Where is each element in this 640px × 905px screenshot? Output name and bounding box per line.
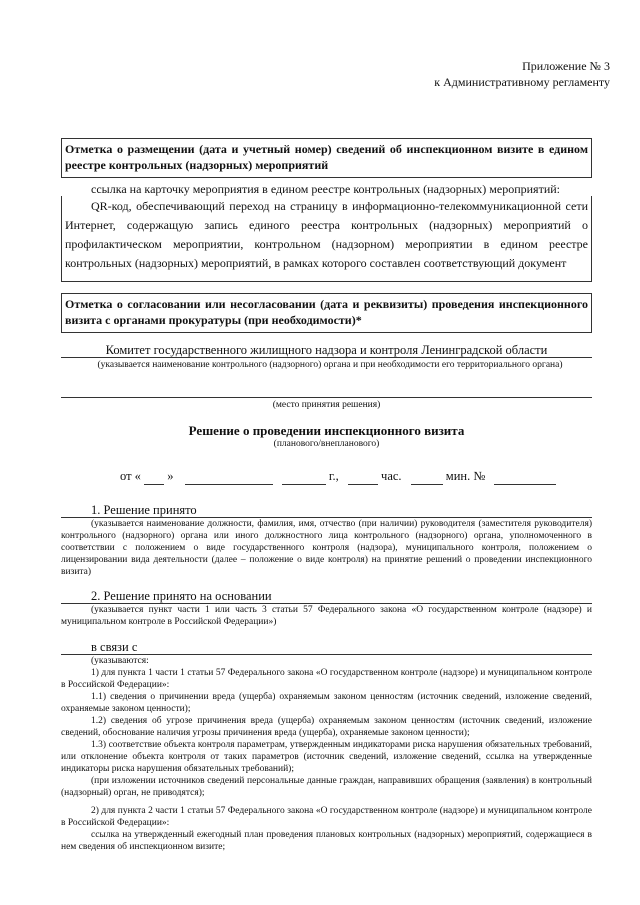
prosecutor-approval-title: Отметка о согласовании или несогласовании (дата и реквизиты) проведения инспекционного визита с органами прокуратуры (при необходимости)* [65,297,588,327]
authority-hint: (указывается наименование контрольного (надзорного) органа и при необходимости его территориального органа) [97,360,563,370]
year-field[interactable] [282,468,326,485]
decision-subtitle: (планового/внепланового) [273,439,380,449]
month-field[interactable] [185,468,273,485]
day-field[interactable] [144,468,164,485]
number-field[interactable] [494,468,556,485]
basis-line-7: ссылка на утвержденный ежегодный план проведения плановых контрольных (надзорных) мероприятий, содержащиеся в нем сведения об инспекционном визите; [61,830,592,852]
section1-heading: 1. Решение принято [91,503,197,517]
basis-line-0: (указываются: [91,656,149,666]
year-label: г., [328,469,339,483]
qr-code-text: QR-код, обеспечивающий переход на страницу в информационно-телекоммуникационной сети Интернет, содержащую запись единого реестра контрольных (надзорных) мероприятий о профилактическом мероприятии, контрольном (надзорном) мероприятии в едином реестре контрольных (надзорных) мероприятий, в рамках которого составлен соответствующий документ [65,199,588,270]
appendix-number: Приложение № 3 [522,59,610,73]
date-prefix: от « [120,469,141,483]
basis-heading: в связи с [91,640,138,654]
basis-list [61,655,592,853]
place-hint: (место принятия решения) [272,400,381,410]
appendix-subtitle: к Административному регламенту [434,75,610,89]
authority-name: Комитет государственного жилищного надзора и контроля Ленинградской области [105,343,548,357]
qr-code-box [61,196,592,282]
basis-line-1: 1) для пункта 1 части 1 статьи 57 Федерального закона «О государственном контроле (надзоре) и муниципальном контроле в Российской Федерации»: [61,668,592,690]
place-line [61,397,592,398]
registry-link-text: ссылка на карточку мероприятия в едином реестре контрольных (надзорных) мероприятий: [91,182,560,196]
appendix-header [434,58,610,90]
prosecutor-approval-box [61,293,592,333]
basis-line-2: 1.1) сведения о причинении вреда (ущерба) охраняемым законом ценностям (источник сведений, изложение сведений, охраняемые законом ценности); [61,692,592,714]
section1-hint: (указывается наименование должности, фамилия, имя, отчество (при наличии) руководителя (заместителя руководителя) контрольного (надзорного) органа или иного должностного лица контрольного (надзорного) органа, уполномоченного в соответствии с положением о виде государственного контроля (надзора), муниципального контроля, положением о лицензировании вида деятельности (далее – положение о виде контроля) на принятие решений о проведении инспекционного визита) [61,519,592,577]
authority-line [61,357,592,358]
registry-mark-title: Отметка о размещении (дата и учетный номер) сведений об инспекционном визите в едином реестре контрольных (надзорных) мероприятий [65,142,588,172]
basis-line-4: 1.3) соответствие объекта контроля параметрам, утвержденным индикаторами риска нарушения обязательных требований, или отклонение объекта контроля от таких параметров (источник сведений, изложение сведений, ссылка на утвержденные индикаторы риска нарушения обязательных требований); [61,740,592,774]
basis-line-6: 2) для пункта 2 части 1 статьи 57 Федерального закона «О государственном контроле (надзоре) и муниципальном контроле в Российской Федерации»: [61,806,592,828]
date-quote-close: » [167,469,174,483]
minute-label: мин. № [445,469,486,483]
basis-line-3: 1.2) сведения об угрозе причинения вреда (ущерба) охраняемым законом ценностям (источник сведений, изложение сведений, обоснование наличия угрозы причинения вреда (ущерба), охраняемые законом ценности); [61,716,592,738]
section2-heading: 2. Решение принято на основании [91,589,272,603]
hour-label: час. [381,469,402,483]
decision-date-row [120,468,560,485]
section2-hint: (указывается пункт части 1 или часть 3 статьи 57 Федерального закона «О государственном контроле (надзоре) и муниципальном контроле в Российской Федерации») [61,605,592,627]
decision-title: Решение о проведении инспекционного визита [188,423,465,438]
registry-mark-box [61,138,592,178]
minute-field[interactable] [411,468,443,485]
hour-field[interactable] [348,468,378,485]
basis-line-5: (при изложении источников сведений персональные данные граждан, направивших обращения (заявления) в контрольный (надзорный) орган, не приводятся); [61,776,592,798]
